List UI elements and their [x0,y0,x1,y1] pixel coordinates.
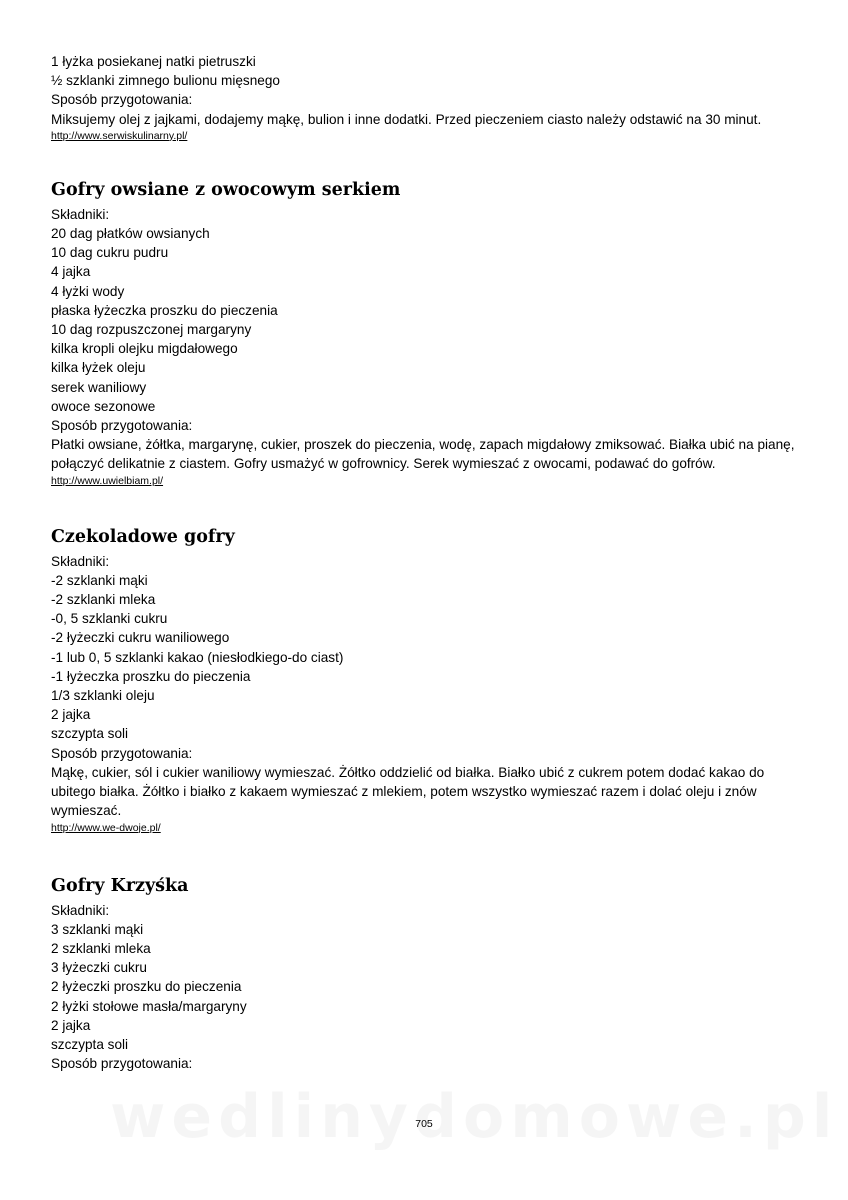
ingredient-line: kilka łyżek oleju [51,360,146,376]
ingredient-line: szczypta soli [51,1036,129,1052]
ingredient-line: 20 dag płatków owsianych [51,226,210,242]
recipe-section [51,875,801,1074]
ingredient-line: kilka kropli olejku migdałowego [51,341,238,357]
ingredient-line: 4 łyżki wody [51,283,125,299]
ingredient-line: -0, 5 szklanki cukru [51,611,168,627]
ingredient-line: 1/3 szklanki oleju [51,688,155,704]
ingredient-line: 2 łyżeczki proszku do pieczenia [51,979,242,995]
ingredient-line: owoce sezonowe [51,398,156,414]
ingredients-label: Składniki: [51,553,110,569]
ingredient-line: 2 jajka [51,707,91,723]
ingredient-line: -2 szklanki mąki [51,572,148,588]
recipe-title: Czekoladowe gofry [51,526,235,547]
ingredient-line: serek waniliowy [51,379,147,395]
method-text: Płatki owsiane, żółtka, margarynę, cukier, proszek do pieczenia, wodę, zapach migdałowy zmiksować. Białka ubić na pianę, połączyć delikatnie z ciastem. Gofry usmażyć w gofrownicy. Serek wymieszać z owocami, podawać do gofrów. [51,437,795,472]
ingredient-line: -2 łyżeczki cukru waniliowego [51,630,230,646]
recipe-title: Gofry owsiane z owocowym serkiem [51,179,401,200]
document-page [51,52,801,1073]
ingredient-line: -2 szklanki mleka [51,592,156,608]
ingredient-line: -1 lub 0, 5 szklanki kakao (niesłodkiego-do ciast) [51,649,344,665]
intro-section [51,52,801,143]
ingredient-line: -1 łyżeczka proszku do pieczenia [51,668,251,684]
source-link[interactable]: http://www.uwielbiam.pl/ [51,474,164,487]
method-text: Miksujemy olej z jajkami, dodajemy mąkę, bulion i inne dodatki. Przed pieczeniem ciasto należy odstawić na 30 minut. [51,111,762,127]
method-text: Mąkę, cukier, sól i cukier waniliowy wymieszać. Żółtko oddzielić od białka. Białko ubić z cukrem potem dodać kakao do ubitego białka. Żółtko i białko z kakaem wymieszać z mlekiem, potem wszystko wymieszać razem i dolać oleju i znów wymieszać. [51,764,765,819]
ingredient-line: 2 szklanki mleka [51,940,151,956]
method-label: Sposób przygotowania: [51,92,193,108]
method-label: Sposób przygotowania: [51,418,193,434]
recipe-title: Gofry Krzyśka [51,875,189,896]
ingredient-line: 3 szklanki mąki [51,921,144,937]
method-label: Sposób przygotowania: [51,745,193,761]
recipe-section [51,526,801,835]
ingredient-line: płaska łyżeczka proszku do pieczenia [51,302,278,318]
watermark [110,1082,750,1152]
ingredient-line: 3 łyżeczki cukru [51,960,147,976]
ingredient-line: ½ szklanki zimnego bulionu mięsnego [51,73,280,89]
ingredient-line: szczypta soli [51,726,129,742]
source-link[interactable]: http://www.we-dwoje.pl/ [51,821,161,834]
ingredient-line: 2 jajka [51,1017,91,1033]
ingredients-label: Składniki: [51,206,110,222]
ingredient-line: 2 łyżki stołowe masła/margaryny [51,998,247,1014]
ingredient-line: 1 łyżka posiekanej natki pietruszki [51,54,256,69]
ingredients-label: Składniki: [51,902,110,918]
source-link[interactable]: http://www.serwiskulinarny.pl/ [51,129,188,142]
ingredient-line: 4 jajka [51,264,91,280]
page-number: 705 [415,1118,433,1130]
recipe-section [51,179,801,488]
ingredient-line: 10 dag rozpuszczonej margaryny [51,322,252,338]
method-label: Sposób przygotowania: [51,1056,193,1072]
ingredient-line: 10 dag cukru pudru [51,245,169,261]
